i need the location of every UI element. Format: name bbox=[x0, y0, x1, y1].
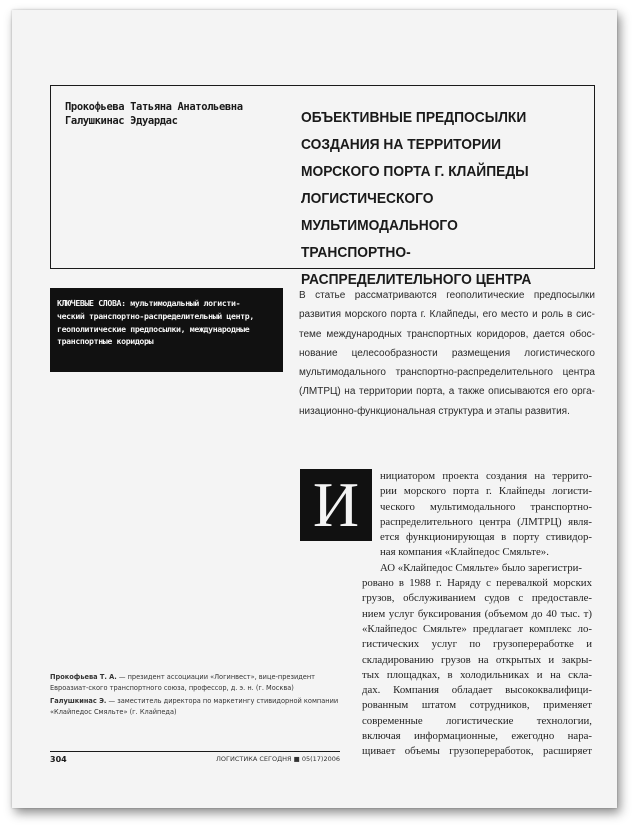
body-line: рованным штатом сотрудников, применяет bbox=[362, 699, 592, 712]
body-line: «Клайпедос Смяльте» предлагает комплекс ло- bbox=[362, 622, 592, 635]
abstract-line: развития морского порта г. Клайпеды, его место и роль в сис- bbox=[299, 309, 595, 321]
abstract-line: (ЛМТРЦ) на территории порта, а также описываются его орга- bbox=[299, 386, 595, 398]
drop-cap: И bbox=[300, 469, 372, 541]
title-line: СОЗДАНИЯ НА ТЕРРИТОРИИ bbox=[301, 136, 502, 153]
keywords-line: геополитические предпосылки, международные bbox=[57, 323, 250, 334]
keywords-line: ческий транспортно-распределительный центр, bbox=[57, 310, 254, 321]
body-line: ровано в 1988 г. Наряду с перевалкой морских bbox=[362, 577, 592, 590]
keywords-line: КЛЮЧЕВЫЕ СЛОВА: мультимодальный логисти- bbox=[57, 298, 241, 308]
body-line: складированию грузов на открытых и закры- bbox=[362, 653, 592, 666]
author-list bbox=[65, 100, 243, 128]
body-line: нием услуг буксирования (объемом до 40 тыс. т) bbox=[362, 607, 592, 620]
author-note bbox=[50, 672, 340, 693]
author-note bbox=[50, 696, 340, 717]
body-line: ется функционирующая в порту стивидор- bbox=[380, 531, 592, 544]
page-number: 304 bbox=[50, 755, 67, 764]
body-line: ческого мультимодального транспортно- bbox=[380, 500, 592, 513]
footer-rule bbox=[50, 751, 340, 752]
body-line: распределительного центра (ЛМТРЦ) явля- bbox=[380, 515, 592, 528]
article-header bbox=[50, 85, 595, 288]
title-line: ЛОГИСТИЧЕСКОГО bbox=[301, 190, 434, 207]
abstract-line: теме международных транспортных коридоров, дается обос- bbox=[299, 328, 595, 340]
title-line: ОБЪЕКТИВНЫЕ ПРЕДПОСЫЛКИ bbox=[301, 109, 527, 126]
author-note-text: — президент ассоциации «Логинвест», вице-президент Евроазиат-ского транспортного союза, профессор, д. э. н. (г. Москва) bbox=[50, 673, 315, 692]
title-line: РАСПРЕДЕЛИТЕЛЬНОГО ЦЕНТРА bbox=[301, 271, 532, 288]
body-line: нициатором проекта создания на террито- bbox=[380, 470, 592, 482]
body-line: грузов, обслуживанием судов с предоставле- bbox=[362, 592, 592, 605]
body-line: АО «Клайпедос Смяльте» было зарегистри- bbox=[380, 561, 583, 574]
title-line: МОРСКОГО ПОРТА Г. КЛАЙПЕДЫ bbox=[301, 163, 529, 180]
keywords-line: транспортные коридоры bbox=[57, 336, 154, 347]
abstract-line: мультимодального транспортно-распределительного центра bbox=[299, 367, 595, 379]
abstract-line: низационно-функциональная структура и этапы развития. bbox=[299, 405, 570, 417]
author-note-name: Прокофьева Т. А. bbox=[50, 673, 117, 681]
body-line: включая информационные, ежегодно нара- bbox=[362, 730, 592, 743]
journal-page bbox=[12, 10, 617, 808]
author-notes bbox=[50, 672, 340, 720]
body-line: щивает объемы грузопереработок, расширяет bbox=[362, 745, 592, 758]
author-note-name: Галушкинас Э. bbox=[50, 697, 107, 705]
abstract-line: В статье рассматриваются геополитические предпосылки bbox=[299, 290, 595, 301]
author-name: Галушкинас Эдуардас bbox=[65, 115, 178, 127]
abstract-line: нование целесообразности размещения логистического bbox=[299, 347, 595, 359]
journal-info: ЛОГИСТИКА СЕГОДНЯ ■ 05(17)2006 bbox=[216, 755, 340, 763]
keywords-box bbox=[50, 288, 283, 372]
body-line: современные логистические технологии, bbox=[362, 714, 592, 727]
body-line: дах. Компания обладает высококвалифици- bbox=[362, 684, 592, 697]
abstract bbox=[299, 286, 595, 421]
body-line: рии морского порта г. Клайпеды логисти- bbox=[380, 485, 592, 498]
title-line: МУЛЬТИМОДАЛЬНОГО ТРАНСПОРТНО- bbox=[301, 217, 458, 261]
body-line: ная компания «Клайпедос Смяльте». bbox=[380, 546, 549, 559]
body-line: тых площадках, в холодильниках и на скла- bbox=[362, 668, 592, 681]
author-name: Прокофьева Татьяна Анатольевна bbox=[65, 101, 243, 113]
body-line: гистических услуг по грузопереработке и bbox=[362, 638, 592, 651]
article-title bbox=[301, 104, 568, 293]
author-note-text: — заместитель директора по маркетингу стивидорной компании «Клайпедос Смяльте» (г. Клайпеда) bbox=[50, 697, 339, 716]
